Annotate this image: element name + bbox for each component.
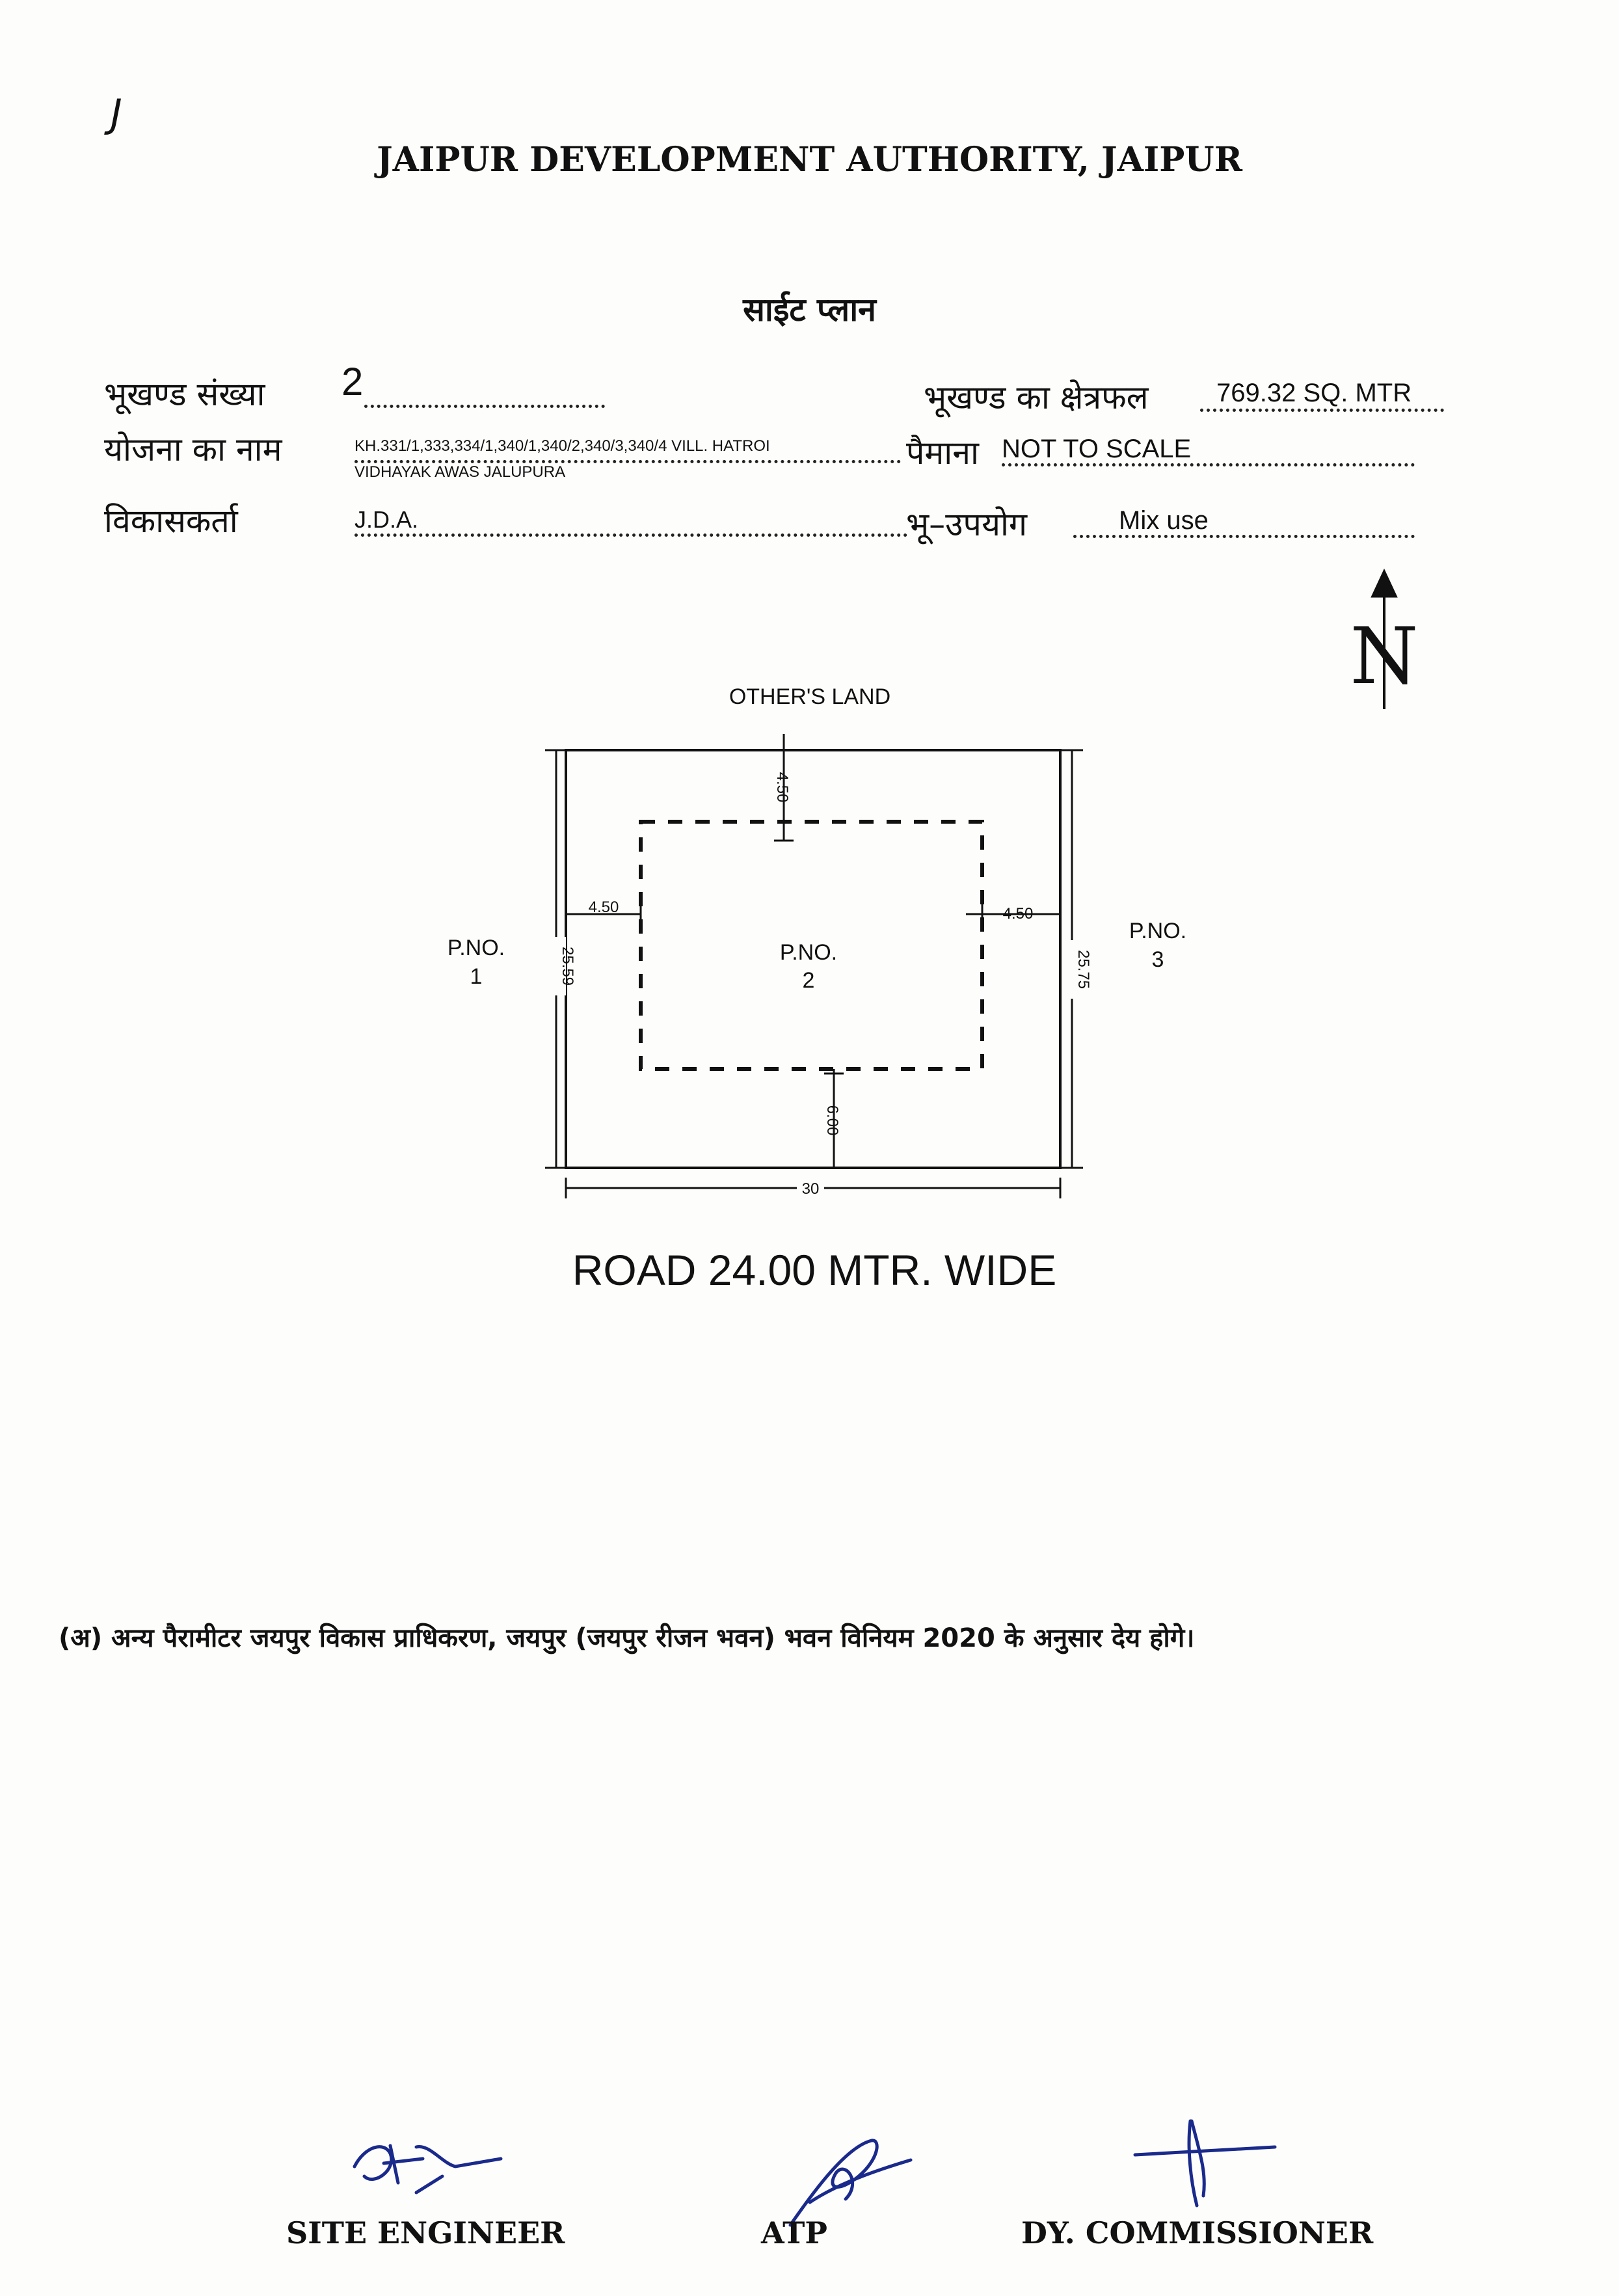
site-engineer-signature bbox=[355, 2146, 501, 2193]
scheme-name-line2: VIDHAYAK AWAS JALUPURA bbox=[355, 463, 566, 481]
left-length-dim: 25.59 bbox=[559, 946, 576, 986]
developer-label: विकासकर्ता bbox=[104, 502, 238, 540]
scale-label: पैमाना bbox=[906, 434, 979, 472]
document-title: साईट प्लान bbox=[743, 291, 876, 329]
developer-value: J.D.A. bbox=[355, 506, 419, 533]
scale-value: NOT TO SCALE bbox=[1002, 435, 1192, 463]
plot-number-label: भूखण्ड संख्या bbox=[104, 375, 265, 413]
scheme-name-label: योजना का नाम bbox=[104, 431, 282, 468]
setback-right-dim: 4.50 bbox=[1002, 905, 1034, 923]
site-engineer-label: SITE ENGINEER bbox=[286, 2215, 565, 2250]
road-label: ROAD 24.00 MTR. WIDE bbox=[572, 1246, 1057, 1294]
corner-mark: J bbox=[111, 91, 122, 137]
plot-label-line2: 2 bbox=[802, 968, 815, 993]
atp-label: ATP bbox=[761, 2215, 827, 2250]
setback-left-dim: 4.50 bbox=[588, 898, 619, 916]
right-neighbor-line1: P.NO. bbox=[1129, 919, 1187, 943]
atp-signature bbox=[790, 2141, 911, 2225]
land-use-value: Mix use bbox=[1119, 506, 1209, 535]
dy-commissioner-label: DY. COMMISSIONER bbox=[1021, 2215, 1374, 2250]
top-neighbor-label: OTHER'S LAND bbox=[729, 684, 891, 709]
plot-area-label: भूखण्ड का क्षेत्रफल bbox=[924, 379, 1149, 416]
plot-number-value: 2 bbox=[341, 360, 364, 403]
scheme-name-line1: KH.331/1,333,334/1,340/1,340/2,340/3,340/4 VILL. HATROI bbox=[355, 437, 770, 455]
regulation-note: (अ) अन्य पैरामीटर जयपुर विकास प्राधिकरण, जयपुर (जयपुर रीजन भवन) भवन विनियम 2020 के अनुसार देय होगे। bbox=[59, 1623, 1195, 1653]
setback-rear-dim: 6.00 bbox=[823, 1105, 841, 1136]
left-neighbor-line2: 1 bbox=[470, 964, 483, 989]
right-neighbor-line2: 3 bbox=[1151, 947, 1164, 972]
plot-area-value: 769.32 SQ. MTR bbox=[1216, 379, 1412, 407]
plot-label-line1: P.NO. bbox=[779, 940, 838, 965]
left-neighbor-line1: P.NO. bbox=[447, 936, 505, 960]
land-use-label: भू–उपयोग bbox=[906, 506, 1028, 543]
authority-title: JAIPUR DEVELOPMENT AUTHORITY, JAIPUR bbox=[377, 140, 1242, 180]
width-dim: 30 bbox=[801, 1180, 820, 1198]
dy-commissioner-signature bbox=[1135, 2121, 1275, 2206]
right-length-dim: 25.75 bbox=[1075, 949, 1092, 990]
north-label: N bbox=[1350, 612, 1419, 702]
setback-front-dim: 4.50 bbox=[773, 772, 791, 803]
